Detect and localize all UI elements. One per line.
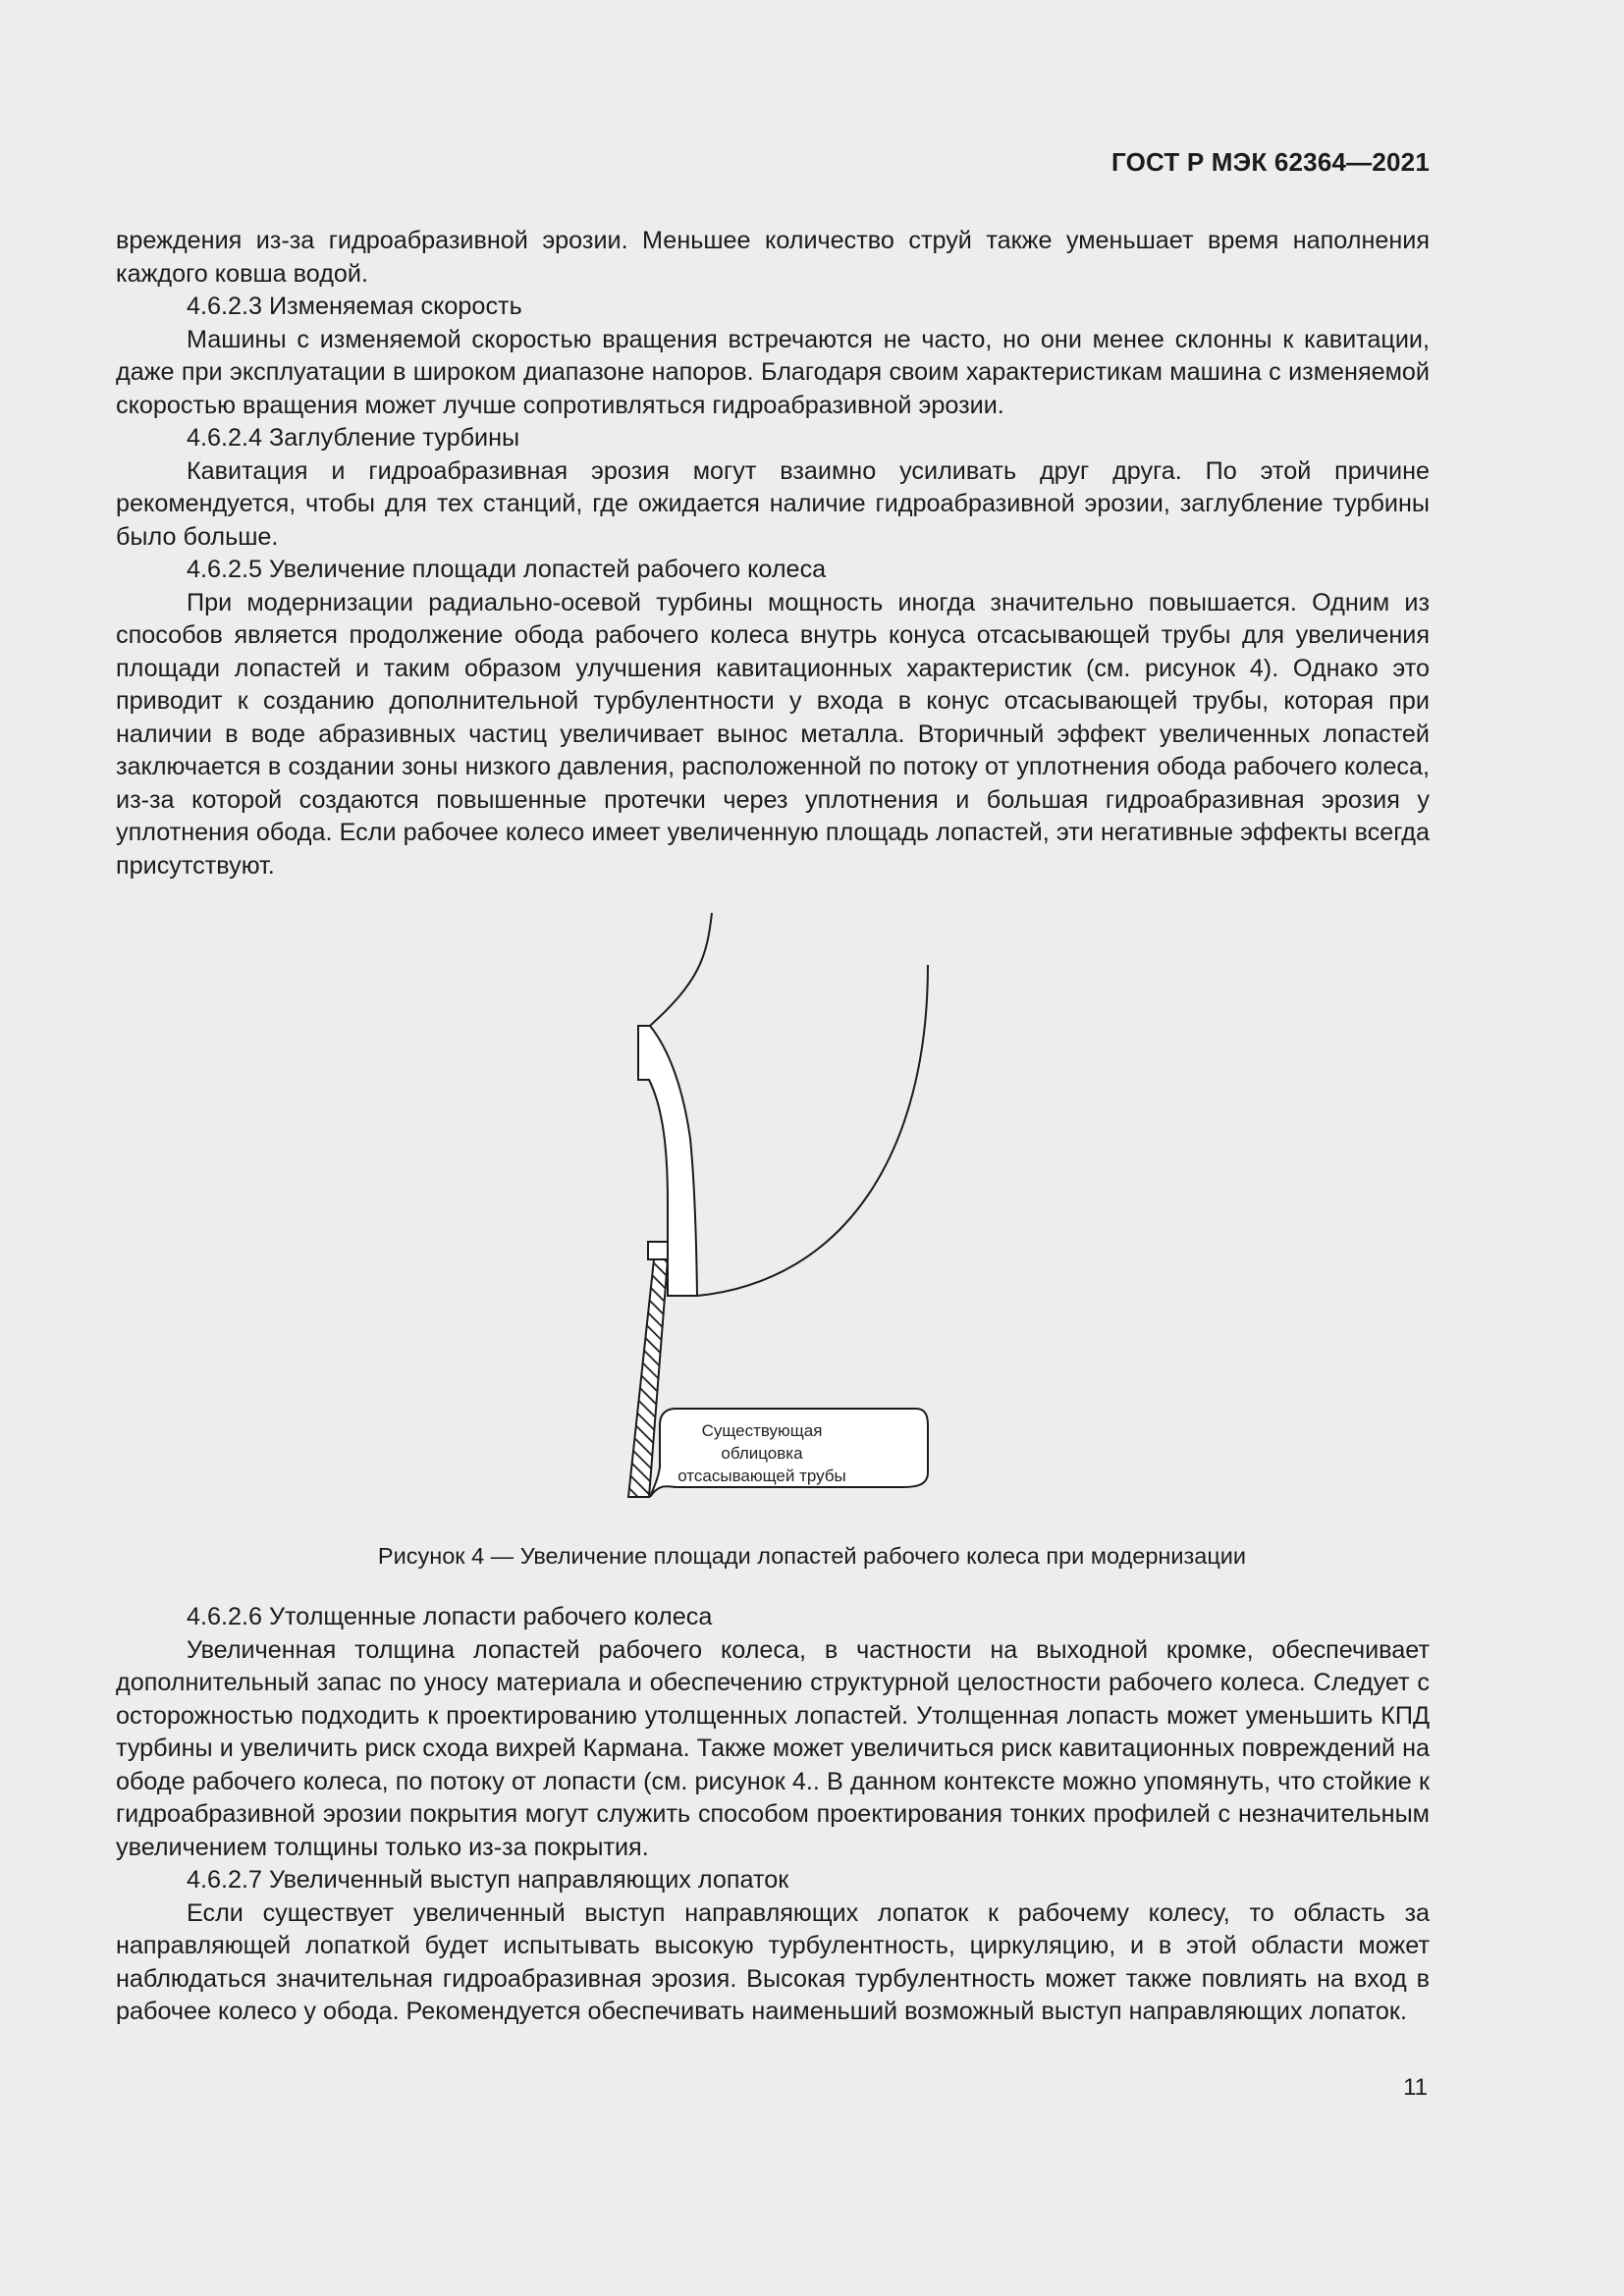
paragraph-blade-area: При модернизации радиально-осевой турбины мощность иногда значительно повышается. Одним из способов является продолжение обода рабочего колеса внутрь конуса отсасывающей трубы для увеличения площади лопастей и таким образом улучшения кавитационных характеристик (см. рисунок 4). Однако это приводит к созданию дополнительной турбулентности у входа в конус отсасывающей трубы, которая при наличии в воде абразивных частиц увеличивает вынос металла. Вторичный эффект увеличенных лопастей заключается в создании зоны низкого давления, расположенной по потоку от уплотнения обода рабочего колеса, из-за которой создаются повышенные протечки через уплотнения и большая гидроабразивная эрозия у уплотнения обода. Если рабочее колесо имеет увеличенную площадь лопастей, эти негативные эффекты всегда присутствуют.	[116, 588, 1430, 880]
text-block-bottom	[116, 1601, 1430, 2029]
section-heading-4-6-2-5: 4.6.2.5 Увеличение площади лопастей рабочего колеса	[187, 556, 827, 583]
section-heading-4-6-2-3: 4.6.2.3 Изменяемая скорость	[187, 293, 522, 320]
standard-header: ГОСТ Р МЭК 62364—2021	[1110, 147, 1430, 177]
rim-seal-step	[648, 1242, 668, 1259]
figure-4-diagram	[589, 908, 943, 1507]
paragraph-variable-speed: Машины с изменяемой скоростью вращения встречаются не часто, но они менее склонны к кавитации, даже при эксплуатации в широком диапазоне напоров. Благодаря своим характеристикам машина с изменяемой скоростью вращения может лучше сопротивляться гидроабразивной эрозии.	[116, 325, 1430, 419]
figure-caption: Рисунок 4 — Увеличение площади лопастей рабочего колеса при модернизации	[377, 1543, 1247, 1569]
callout-line-1: Существующая облицовка	[701, 1421, 823, 1463]
band-upper-curve	[650, 913, 712, 1026]
page-number: 11	[1403, 2074, 1428, 2101]
paragraph-turbine-setting: Кавитация и гидроабразивная эрозия могут взаимно усиливать друг друга. По этой причине рекомендуется, чтобы для тех станций, где ожидается наличие гидроабразивной эрозии, заглубление турбины было больше.	[116, 456, 1430, 551]
text-block-top	[116, 225, 1430, 882]
section-heading-4-6-2-7: 4.6.2.7 Увеличенный выступ направляющих лопаток	[187, 1866, 789, 1894]
callout-line-2: отсасывающей трубы	[677, 1467, 846, 1485]
paragraph-thick-blades: Увеличенная толщина лопастей рабочего колеса, в частности на выходной кромке, обеспечивает дополнительный запас по уносу материала и обеспечению структурной целостности рабочего колеса. Следует с осторожностью подходить к проектированию утолщенных лопастей. Утолщенная лопасть может уменьшить КПД турбины и увеличить риск схода вихрей Кармана. Также может увеличиться риск кавитационных повреждений на ободе рабочего колеса, по потоку от лопасти (см. рисунок 4.. В данном контексте можно упомянуть, что стойкие к гидроабразивной эрозии покрытия могут служить способом проектирования тонких профилей с незначительным увеличением толщины только из-за покрытия.	[116, 1635, 1430, 1861]
runner-blade-outline	[697, 965, 928, 1296]
runner-drawing	[589, 908, 943, 1507]
paragraph-guide-vane-overhang: Если существует увеличенный выступ направляющих лопаток к рабочему колесу, то область за направляющей лопаткой будет испытывать высокую турбулентность, циркуляцию, и в этой области может наблюдаться значительная гидроабразивная эрозия. Высокая турбулентность может также повлиять на вход в рабочее колесо у обода. Рекомендуется обеспечивать наименьший возможный выступ направляющих лопаток.	[116, 1898, 1430, 2025]
section-heading-4-6-2-6: 4.6.2.6 Утолщенные лопасти рабочего колеса	[187, 1603, 713, 1630]
callout-text	[671, 1419, 853, 1487]
paragraph-continuation: вреждения из-за гидроабразивной эрозии. Меньшее количество струй также уменьшает время наполнения каждого ковша водой.	[116, 227, 1430, 288]
section-heading-4-6-2-4: 4.6.2.4 Заглубление турбины	[187, 424, 520, 452]
